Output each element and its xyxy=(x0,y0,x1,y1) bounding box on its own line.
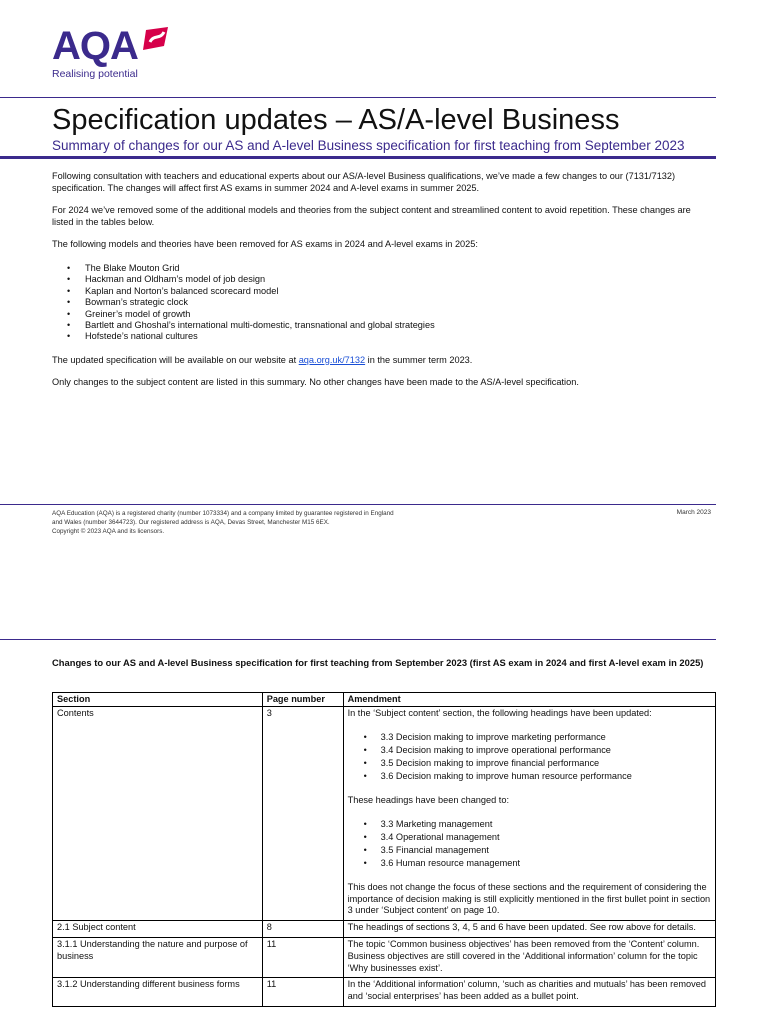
table-row xyxy=(53,921,716,938)
old-headings-list xyxy=(348,731,711,784)
list-item: • Hofstede’s national cultures xyxy=(52,331,712,342)
list-item: • Hackman and Oldham’s model of job design xyxy=(52,274,712,285)
logo-wordmark: AQA xyxy=(52,24,138,68)
list-item: • 3.5 Financial management xyxy=(348,844,711,857)
intro-section xyxy=(52,171,712,400)
list-item: • Bartlett and Ghoshal’s international multi-domestic, transnational and global strategies xyxy=(52,320,712,331)
website-paragraph: The updated specification will be available on our website at aqa.org.uk/7132 in the summer term 2023. xyxy=(52,354,473,365)
models-intro: The following models and theories have been removed for AS exams in 2024 and A-level exams in 2025: xyxy=(52,239,478,250)
list-item: • Greiner’s model of growth xyxy=(52,309,712,320)
title-divider xyxy=(0,156,716,159)
spec-link[interactable]: aqa.org.uk/7132 xyxy=(298,354,366,365)
table-row xyxy=(53,706,716,920)
logo-tagline: Realising potential xyxy=(52,68,138,80)
footer-legal xyxy=(52,509,397,536)
amendment-cell: In the ‘Additional information’ column, ‘such as charities and mutuals’ has been removed and ‘social enterprises’ has been added as a bullet point. xyxy=(343,978,715,1007)
amendment-cell: The headings of sections 3, 4, 5 and 6 have been updated. See row above for details. xyxy=(343,921,715,938)
changes-table xyxy=(52,692,716,1007)
removal-paragraph: For 2024 we’ve removed some of the additional models and theories from the subject content and streamlined content to avoid repetition. These changes are listed in the tables below. xyxy=(52,205,691,227)
section-cell: 3.1.1 Understanding the nature and purpose of business xyxy=(53,937,263,977)
copyright-text: Copyright © 2023 AQA and its licensors. xyxy=(52,528,165,535)
list-item: • 3.6 Human resource management xyxy=(348,857,711,870)
table-row xyxy=(53,937,716,977)
table-header-row xyxy=(53,693,716,707)
column-header: Page number xyxy=(262,693,343,707)
list-item: • Bowman’s strategic clock xyxy=(52,297,712,308)
list-item: • 3.6 Decision making to improve human resource performance xyxy=(348,770,711,783)
section-cell: 3.1.2 Understanding different business forms xyxy=(53,978,263,1007)
header-divider xyxy=(0,97,716,98)
list-item: • The Blake Mouton Grid xyxy=(52,263,712,274)
column-header: Section xyxy=(53,693,263,707)
list-item: • 3.4 Decision making to improve operational performance xyxy=(348,744,711,757)
section-cell: Contents xyxy=(53,706,263,920)
column-header: Amendment xyxy=(343,693,715,707)
page-divider xyxy=(0,639,716,640)
page-cell: 11 xyxy=(262,978,343,1007)
flag-icon xyxy=(142,26,170,52)
new-headings-list xyxy=(348,818,711,871)
list-item: • Kaplan and Norton’s balanced scorecard model xyxy=(52,286,712,297)
removed-models-list xyxy=(52,263,712,343)
table-heading: Changes to our AS and A-level Business specification for first teaching from September 2023 (first AS exam in 2024 and first A-level exam in 2025) xyxy=(52,657,704,668)
page-cell: 3 xyxy=(262,706,343,920)
section-cell: 2.1 Subject content xyxy=(53,921,263,938)
page-cell: 8 xyxy=(262,921,343,938)
intro-paragraph: Following consultation with teachers and educational experts about our AS/A-level Business qualifications, we’ve made a few changes to our (7131/7132) specification. The changes will affect first AS exams in summer 2024 and A-level exams in summer 2025. xyxy=(52,171,676,193)
page-subtitle: Summary of changes for our AS and A-level Business specification for first teaching from September 2023 xyxy=(52,138,685,153)
amendment-cell: The topic ‘Common business objectives’ has been removed from the ‘Content’ column. Business objectives are still covered in the ‘Additional information’ column for the topic ‘Why businesses exist’. xyxy=(343,937,715,977)
list-item: • 3.4 Operational management xyxy=(348,831,711,844)
list-item: • 3.3 Decision making to improve marketing performance xyxy=(348,731,711,744)
footer-divider xyxy=(0,504,716,505)
table-row xyxy=(53,978,716,1007)
list-item: • 3.5 Decision making to improve financial performance xyxy=(348,757,711,770)
legal-text: AQA Education (AQA) is a registered charity (number 1073334) and a company limited by guarantee registered in England and Wales (number 3644723). Our registered address is AQA, Devas Street, Manchester M15 6EX. xyxy=(52,510,394,526)
page-cell: 11 xyxy=(262,937,343,977)
amendment-cell: In the ‘Subject content’ section, the following headings have been updated: • 3.3 Decision making to improve marketing performance • 3.4 Decision making to improve operational performance • 3.5 Decision making to improve financial performance • 3.6 Decision making to improve human resource performance These headings have been changed to: • 3.3 Marketing management • 3.4 Operational management • 3.5 Financial management • 3.6 Human resource management This does not change the focus of these sections and the requirement of considering the importance of decision making is still explicitly mentioned in the first bullet point in section 3 under ‘Subject content’ on page 10. xyxy=(343,706,715,920)
scope-paragraph: Only changes to the subject content are listed in this summary. No other changes have been made to the AS/A-level specification. xyxy=(52,377,579,388)
aqa-logo xyxy=(52,26,138,80)
page-title: Specification updates – AS/A-level Business xyxy=(52,104,620,136)
footer-date: March 2023 xyxy=(676,509,711,516)
list-item: • 3.3 Marketing management xyxy=(348,818,711,831)
